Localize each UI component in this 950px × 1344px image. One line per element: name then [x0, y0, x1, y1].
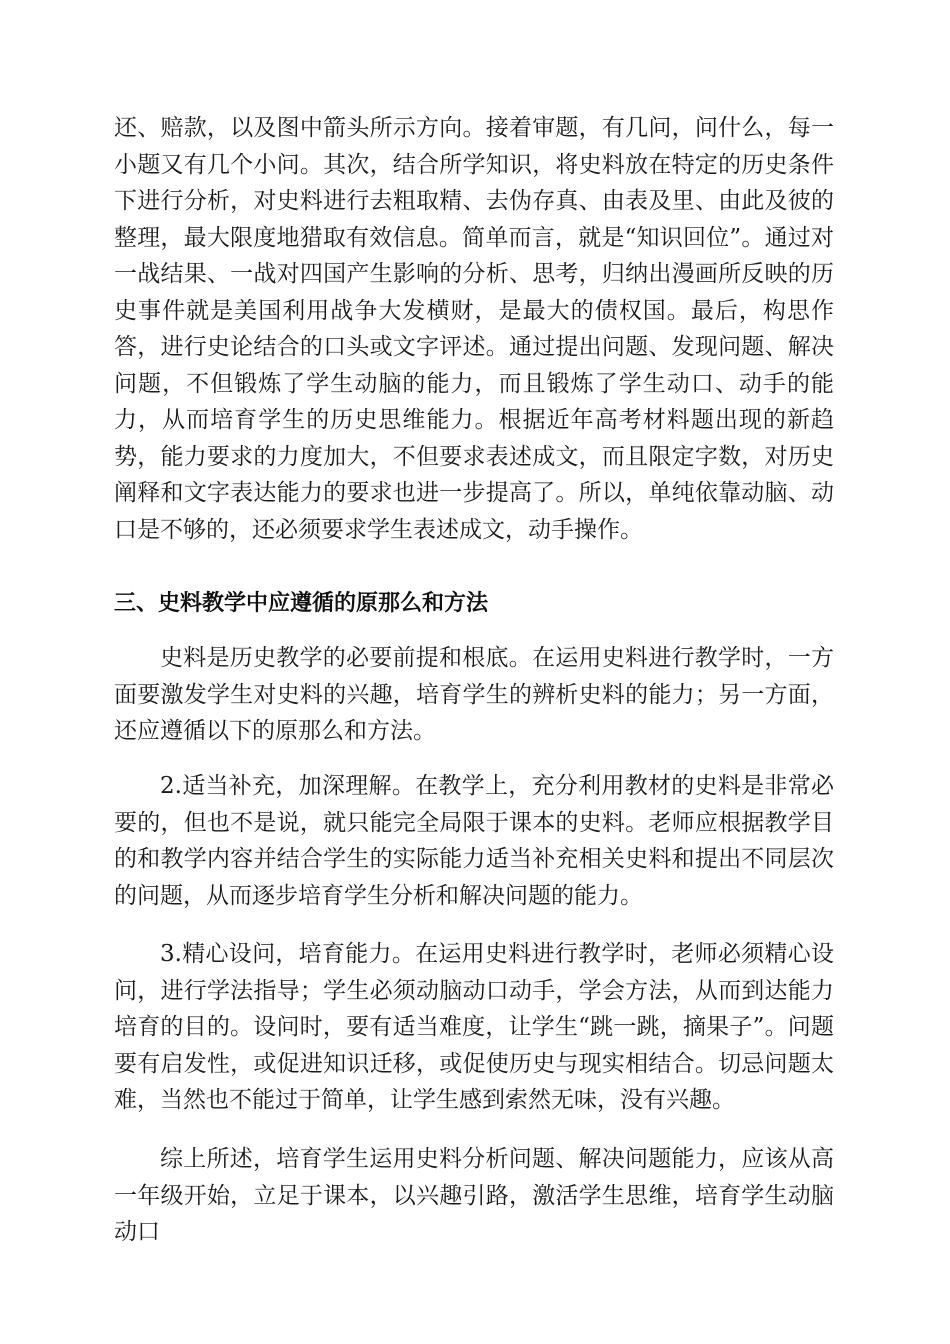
paragraph-point-3: 3.精心设问，培育能力。在运用史料进行教学时，老师必须精心设问，进行学法指导；学生必须动脑动口动手，学会方法，从而到达能力培育的目的。设问时，要有适当难度，让学生“跳一跳，摘果子”。问题要有启发性，或促进知识迁移，或促使历史与现实相结合。切忌问题太难，当然也不能过于简单，让学生感到索然无味，没有兴趣。	[114, 941, 834, 1113]
section-heading: 三、史料教学中应遵循的原那么和方法	[114, 591, 489, 616]
paragraph-intro: 史料是历史教学的必要前提和根底。在运用史料进行教学时，一方面要激发学生对史料的兴趣，培育学生的辨析史料的能力；另一方面，还应遵循以下的原那么和方法。	[114, 645, 834, 744]
paragraph-point-2: 2.适当补充，加深理解。在教学上，充分利用教材的史料是非常必要的，但也不是说，就只能完全局限于课本的史料。老师应根据教学目的和教学内容并结合学生的实际能力适当补充相关史料和提出不同层次的问题，从而逐步培育学生分析和解决问题的能力。	[114, 773, 834, 909]
paragraph-continuation: 还、赔款，以及图中箭头所示方向。接着审题，有几问，问什么，每一小题又有几个小问。其次，结合所学知识，将史料放在特定的历史条件下进行分析，对史料进行去粗取精、去伪存真、由表及里、由此及彼的整理，最大限度地猎取有效信息。简单而言，就是“知识回位”。通过对一战结果、一战对四国产生影响的分析、思考，归纳出漫画所反映的历史事件就是美国利用战争大发横财，是最大的债权国。最后，构思作答，进行史论结合的口头或文字评述。通过提出问题、发现问题、解决问题，不但锻炼了学生动脑的能力，而且锻炼了学生动口、动手的能力，从而培育学生的历史思维能力。根据近年高考材料题出现的新趋势，能力要求的力度加大，不但要求表述成文，而且限定字数，对历史阐释和文字表达能力的要求也进一步提高了。所以，单纯依靠动脑、动口是不够的，还必须要求学生表述成文，动手操作。	[114, 115, 834, 543]
paragraph-summary: 综上所述，培育学生运用史料分析问题、解决问题能力，应该从高一年级开始，立足于课本，以兴趣引路，激活学生思维，培育学生动脑动口	[114, 1146, 834, 1245]
